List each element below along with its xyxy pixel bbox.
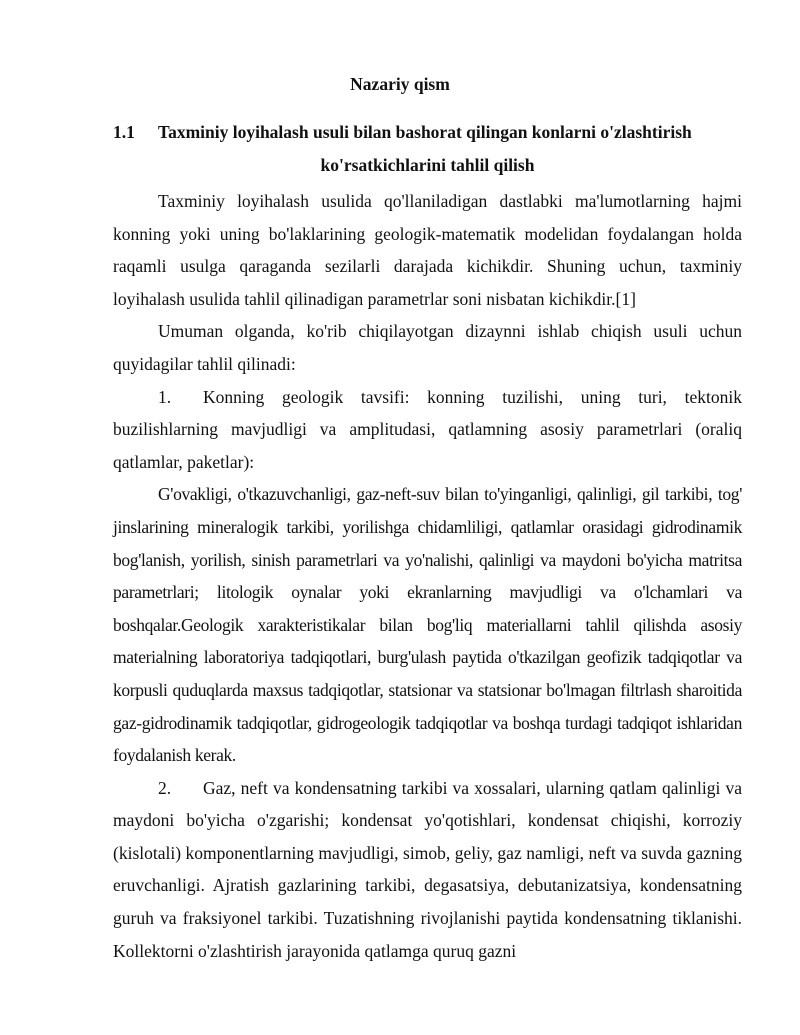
paragraph-overview: [113, 315, 742, 380]
paragraph-text: G'ovakligi, o'tkazuvchanligi, gaz-neft-suv bilan to'yinganligi, qalinligi, gil tarkibi, tog' jinslarining mineralogik tarkibi, yorilishga chidamliligi, qatlamlar orasidagi gidrodinamik bog'lanish, yorilish, sinish parametrlari va yo'nalishi, qalinligi va maydoni bo'yicha matritsa parametrlari; litologik oynalar yoki ekranlarning mavjudligi va o'lchamlari va boshqalar.Geologik xarakteristikalar bilan bog'liq materiallarni tahlil qilishda asosiy materialning laboratoriya tadqiqotlari, burg'ulash paytida o'tkazilgan geofizik tadqiqotlar va korpusli quduqlarda maxsus tadqiqotlar, statsionar va statsionar bo'lmagan filtrlash sharoitida gaz-gidrodinamik tadqiqotlar, gidrogeologik tadqiqotlar va boshqa turdagi tadqiqot ishlaridan foydalanish kerak.: [113, 484, 742, 766]
body-text: [113, 185, 742, 967]
section-number: 1.1: [113, 122, 135, 142]
list-number: 2.: [158, 777, 172, 798]
list-item-2: [113, 772, 742, 968]
section-title-line2: ko'rsatkichlarini tahlil qilish: [320, 155, 535, 175]
section-heading: [113, 116, 742, 182]
list-number: 1.: [158, 386, 172, 407]
paragraph-text: Konning geologik tavsifi: konning tuzilishi, uning turi, tektonik buzilishlarning mavjudligi va amplitudasi, qatlamning asosiy parametrlari (oraliq qatlamlar, paketlar):: [113, 386, 742, 472]
section-heading-line1: [113, 116, 742, 149]
list-item-1: [113, 381, 742, 479]
paragraph-text: Umuman olganda, ko'rib chiqilayotgan dizaynni ishlab chiqish usuli uchun quyidagilar tahlil qilinadi:: [113, 321, 742, 374]
page-title: Nazariy qism: [350, 74, 450, 94]
paragraph-properties: [113, 478, 742, 771]
paragraph-intro: [113, 185, 742, 315]
section-title-line1: Taxminiy loyihalash usuli bilan bashorat qilingan konlarni o'zlashtirish: [158, 122, 692, 142]
paragraph-text: Taxminiy loyihalash usulida qo'llaniladigan dastlabki ma'lumotlarning hajmi konning yoki uning bo'laklarining geologik-matematik modelidan foydalangan holda raqamli usulga qaraganda sezilarli darajada kichikdir. Shuning uchun, taxminiy loyihalash usulida tahlil qilinadigan parametrlar soni nisbatan kichikdir.[1]: [113, 191, 742, 309]
paragraph-text: Gaz, neft va kondensatning tarkibi va xossalari, ularning qatlam qalinligi va maydoni bo'yicha o'zgarishi; kondensat yo'qotishlari, kondensat chiqishi, korroziy (kislotali) komponentlarning mavjudligi, simob, geliy, gaz namligi, neft va suvda gazning eruvchanligi. Ajratish gazlarining tarkibi, degasatsiya, debutanizatsiya, kondensatning guruh va fraksiyonel tarkibi. Tuzatishning rivojlanishi paytida kondensatning tiklanishi. Kollektorni o'zlashtirish jarayonida qatlamga quruq gazni: [113, 777, 742, 961]
